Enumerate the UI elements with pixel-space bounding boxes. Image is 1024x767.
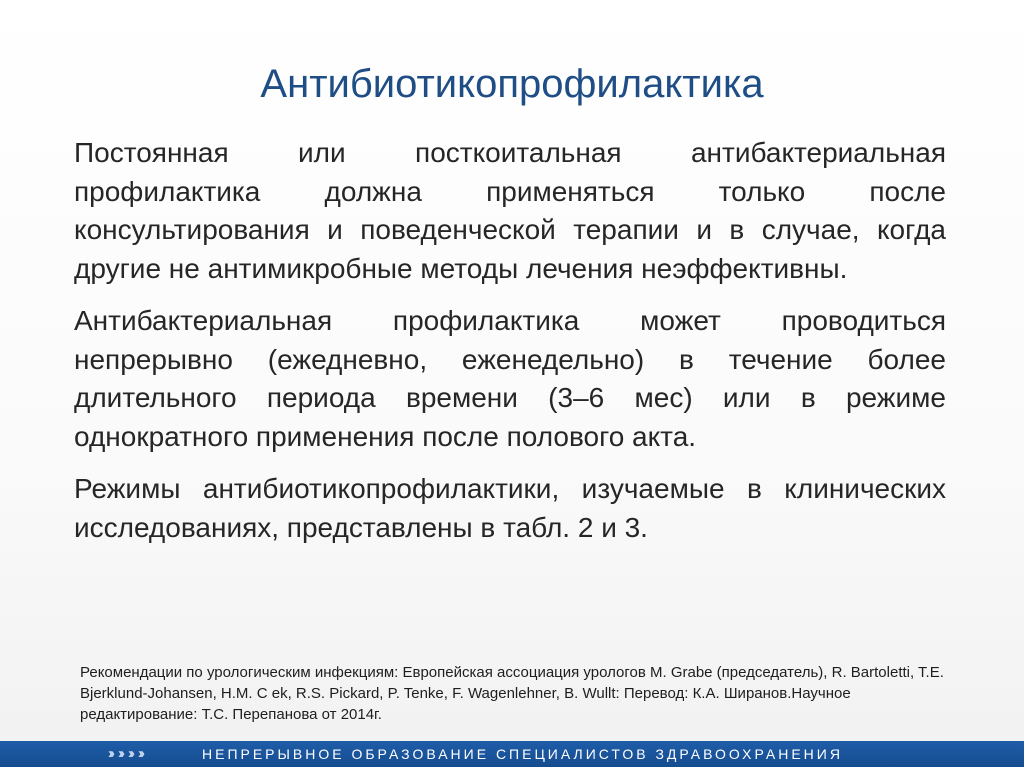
double-chevron-right-icon: ›› <box>118 745 122 762</box>
double-chevron-right-icon: ›› <box>138 745 142 762</box>
double-chevron-right-icon: ›› <box>108 745 112 762</box>
paragraph-continuous-prophylaxis: Антибактериальная профилактика может проводиться непрерывно (ежедневно, еженедельно) в течение более длительного периода времени (3–6 мес) или в режиме однократного применения после полового акта. <box>74 305 946 452</box>
slide-body <box>74 134 946 561</box>
paragraph-constant-prophylaxis: Постоянная или посткоитальная антибактериальная профилактика должна применяться только после консультирования и поведенческой терапии и в случае, когда другие не антимикробные методы лечения неэффективны. <box>74 137 946 284</box>
footer-chevrons <box>108 741 148 767</box>
source-footnote: Рекомендации по урологическим инфекциям: Европейская ассоциация урологов M. Grabe (председатель), R. Bartoletti, T.E. Bjerklund-Johansen, H.M. С ek, R.S. Pickard, P. Tenke, F. Wagenlehner, B. Wullt: Перевод: К.А. Ширанов.Научное редактирование: Т.С. Перепанова от 2014г. <box>80 664 944 723</box>
slide-title: Антибиотикопрофилактика <box>260 62 764 106</box>
footer-text: НЕПРЕРЫВНОЕ ОБРАЗОВАНИЕ СПЕЦИАЛИСТОВ ЗДРАВООХРАНЕНИЯ <box>202 746 843 762</box>
paragraph-regimens-reference: Режимы антибиотикопрофилактики, изучаемые в клинических исследованиях, представлены в табл. 2 и 3. <box>74 473 946 543</box>
footer-bar <box>0 741 1024 767</box>
double-chevron-right-icon: ›› <box>128 745 132 762</box>
